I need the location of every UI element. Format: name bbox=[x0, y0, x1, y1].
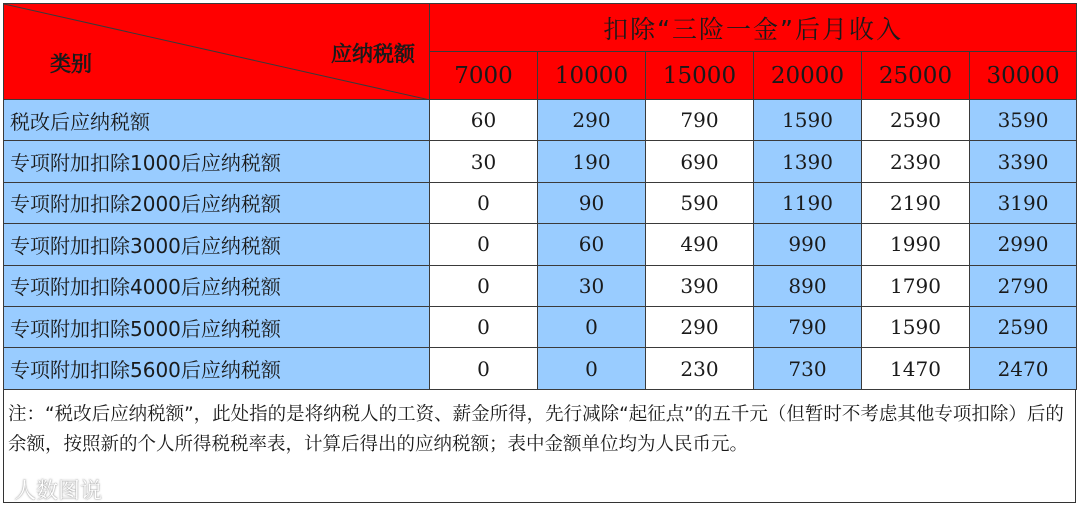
table-cell: 0 bbox=[430, 224, 538, 265]
table-cell: 90 bbox=[538, 182, 646, 223]
table-row bbox=[4, 141, 1077, 182]
table-cell: 190 bbox=[538, 141, 646, 182]
tax-header-label: 应纳税额 bbox=[331, 42, 415, 66]
table-cell: 60 bbox=[538, 224, 646, 265]
row-label: 专项附加扣除4000后应纳税额 bbox=[4, 265, 430, 306]
table-cell: 390 bbox=[646, 265, 754, 306]
table-cell: 30 bbox=[430, 141, 538, 182]
table-cell: 1590 bbox=[862, 306, 970, 347]
table-cell: 30 bbox=[538, 265, 646, 306]
table-cell: 1190 bbox=[754, 182, 862, 223]
income-column-header: 7000 bbox=[430, 52, 538, 100]
row-label: 税改后应纳税额 bbox=[4, 100, 430, 141]
table-cell: 2990 bbox=[970, 224, 1077, 265]
table-cell: 490 bbox=[646, 224, 754, 265]
table-row bbox=[4, 348, 1077, 389]
tax-table bbox=[3, 3, 1077, 390]
table-row bbox=[4, 306, 1077, 347]
table-cell: 290 bbox=[538, 100, 646, 141]
income-column-header: 25000 bbox=[862, 52, 970, 100]
row-label: 专项附加扣除5000后应纳税额 bbox=[4, 306, 430, 347]
table-cell: 1470 bbox=[862, 348, 970, 389]
table-cell: 730 bbox=[754, 348, 862, 389]
table-cell: 2590 bbox=[862, 100, 970, 141]
table-cell: 890 bbox=[754, 265, 862, 306]
table-cell: 1790 bbox=[862, 265, 970, 306]
table-cell: 0 bbox=[430, 182, 538, 223]
table-cell: 590 bbox=[646, 182, 754, 223]
table-cell: 2470 bbox=[970, 348, 1077, 389]
table-row bbox=[4, 265, 1077, 306]
table-cell: 0 bbox=[538, 306, 646, 347]
table-cell: 3390 bbox=[970, 141, 1077, 182]
table-cell: 790 bbox=[754, 306, 862, 347]
table-cell: 0 bbox=[430, 348, 538, 389]
table-cell: 3590 bbox=[970, 100, 1077, 141]
row-label: 专项附加扣除5600后应纳税额 bbox=[4, 348, 430, 389]
table-row bbox=[4, 224, 1077, 265]
table-cell: 1590 bbox=[754, 100, 862, 141]
table-cell: 2190 bbox=[862, 182, 970, 223]
table-cell: 1990 bbox=[862, 224, 970, 265]
table-cell: 1390 bbox=[754, 141, 862, 182]
watermark-logo: 人数图说 bbox=[14, 479, 103, 504]
table-cell: 2590 bbox=[970, 306, 1077, 347]
table-row bbox=[4, 100, 1077, 141]
row-label: 专项附加扣除2000后应纳税额 bbox=[4, 182, 430, 223]
table-cell: 0 bbox=[430, 265, 538, 306]
table-cell: 990 bbox=[754, 224, 862, 265]
table-cell: 0 bbox=[538, 348, 646, 389]
income-column-header: 20000 bbox=[754, 52, 862, 100]
table-cell: 290 bbox=[646, 306, 754, 347]
diagonal-header-cell bbox=[4, 4, 430, 100]
row-label: 专项附加扣除1000后应纳税额 bbox=[4, 141, 430, 182]
table-cell: 0 bbox=[430, 306, 538, 347]
table-cell: 2390 bbox=[862, 141, 970, 182]
table-cell: 60 bbox=[430, 100, 538, 141]
income-group-header: 扣除“三险一金”后月收入 bbox=[430, 4, 1077, 52]
row-label: 专项附加扣除3000后应纳税额 bbox=[4, 224, 430, 265]
table-cell: 3190 bbox=[970, 182, 1077, 223]
income-column-header: 30000 bbox=[970, 52, 1077, 100]
income-column-header: 15000 bbox=[646, 52, 754, 100]
table-cell: 230 bbox=[646, 348, 754, 389]
category-header-label: 类别 bbox=[50, 52, 92, 76]
footnote-text: 注：“税改后应纳税额”，此处指的是将纳税人的工资、薪金所得，先行减除“起征点”的五千元（但暂时不考虑其他专项扣除）后的余额，按照新的个人所得税税率表，计算后得出的应纳税额；表中金额单位均为人民币元。 bbox=[8, 404, 1064, 455]
income-column-header: 10000 bbox=[538, 52, 646, 100]
table-cell: 690 bbox=[646, 141, 754, 182]
table-cell: 790 bbox=[646, 100, 754, 141]
table-cell: 2790 bbox=[970, 265, 1077, 306]
table-row bbox=[4, 182, 1077, 223]
